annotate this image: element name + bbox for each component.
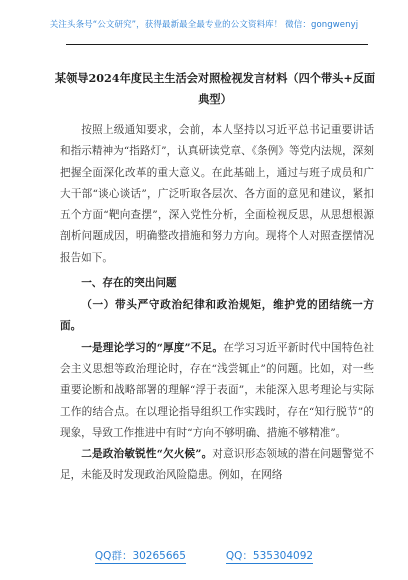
point-1-body: 在学习习近平新时代中国特色社会主义思想等政治理论时，存在“浅尝辄止”的问题。比如，对一些重要论断和战略部署的理解“浮于表面”，未能深入思考理论与实际工作的结合点。在以理论指导组织工作实践时，存在“知行脱节”的现象，导致工作推进中有时“方向不够明确、措施不够精准”。 — [60, 341, 375, 439]
subsection-heading: （一）带头严守政治纪律和政治规矩，维护党的团结统一方面。 — [60, 299, 374, 333]
point-paragraph-2 — [60, 444, 374, 487]
point-2-lead: 二是政治敏锐性“欠火候”。 — [81, 448, 213, 461]
point-paragraph-1 — [60, 338, 374, 444]
document-title: 某领导2024年度民主生活会对照检视发言材料（四个带头+反面典型） — [54, 71, 376, 106]
intro-paragraph: 按照上级通知要求，会前，本人坚持以习近平总书记重要讲话和指示精神为“指路灯”，认真研读党章、《条例》等党内法规，深刻把握全面深化改革的重大意义。在此基础上，通过与班子成员和广大干部“谈心谈话”，广泛听取各层次、各方面的意见和建议，紧扣五个方面“靶向查摆”，深入党性分析，全面检视反思，从思想根源剖析问题成因，明确整改措施和努力方向。现将个人对照查摆情况报告如下。 — [60, 124, 374, 264]
header-divider — [66, 44, 368, 45]
document-body — [60, 120, 374, 487]
header-notice: 关注头条号“公文研究”，获得最新最全最专业的公文资料库！ 微信：gongwenyj — [49, 20, 359, 30]
section-heading: 一、存在的突出问题 — [81, 277, 177, 290]
footer-qq-group: QQ群：30265665 — [94, 550, 186, 562]
footer-contacts — [0, 550, 408, 564]
point-2-body: 对意识形态领域的潜在问题警觉不足，未能及时发现政治风险隐患。例如，在网络 — [60, 448, 375, 482]
footer-qq-number: QQ：535304092 — [225, 550, 314, 562]
point-1-lead: 一是理论学习的“厚度”不足。 — [81, 341, 224, 354]
